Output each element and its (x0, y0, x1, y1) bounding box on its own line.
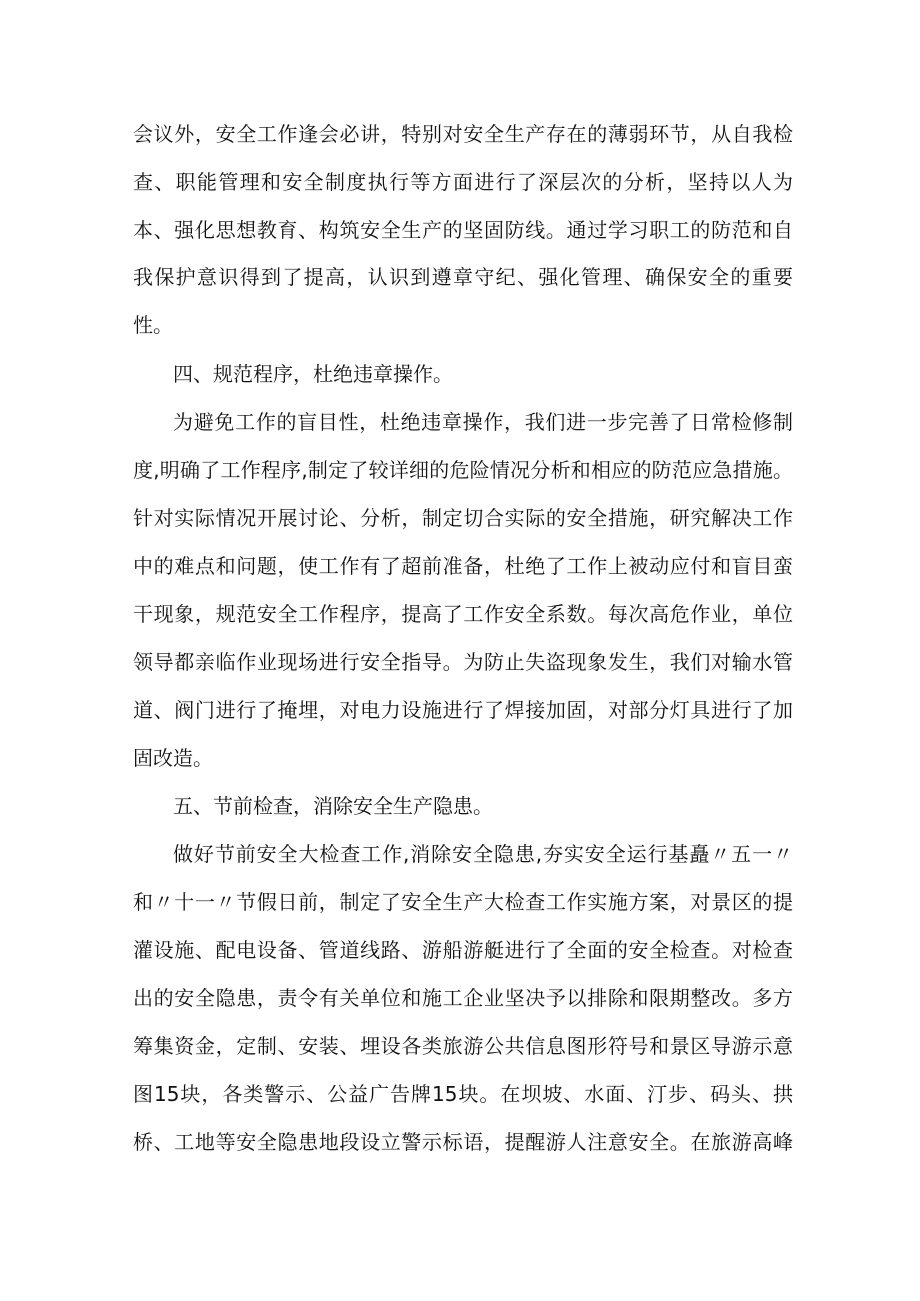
paragraph-line: 干现象，规范安全工作程序，提高了工作安全系数。每次高危作业，单位 (133, 602, 793, 626)
paragraph-line: 出的安全隐患，责令有关单位和施工企业坚决予以排除和限期整改。多方 (133, 986, 793, 1010)
paragraph-line: 灌设施、配电设备、管道线路、游船游艇进行了全面的安全检查。对检查 (133, 938, 793, 962)
paragraph-line: 针对实际情况开展讨论、分析，制定切合实际的安全措施，研究解决工作 (133, 506, 793, 530)
section-heading: 五、节前检查，消除安全生产隐患。 (173, 794, 493, 818)
paragraph-line: 道、阀门进行了掩埋，对电力设施进行了焊接加固，对部分灯具进行了加 (133, 698, 793, 722)
paragraph-line: 中的难点和问题，使工作有了超前准备，杜绝了工作上被动应付和盲目蛮 (133, 554, 793, 578)
paragraph-line: 查、职能管理和安全制度执行等方面进行了深层次的分析，坚持以人为 (133, 170, 793, 194)
paragraph-line: 做好节前安全大检查工作,消除安全隐患,夯实安全运行基矗〃五一〃 (173, 842, 793, 866)
paragraph-line: 桥、工地等安全隐患地段设立警示标语，提醒游人注意安全。在旅游高峰 (133, 1130, 793, 1154)
section-heading: 四、规范程序，杜绝违章操作。 (173, 362, 453, 386)
paragraph-line: 图15块，各类警示、公益广告牌15块。在坝坡、水面、汀步、码头、拱 (133, 1082, 793, 1106)
paragraph-line: 本、强化思想教育、构筑安全生产的坚固防线。通过学习职工的防范和自 (133, 218, 793, 242)
paragraph-line: 领导都亲临作业现场进行安全指导。为防止失盗现象发生，我们对输水管 (133, 650, 793, 674)
paragraph-line: 我保护意识得到了提高，认识到遵章守纪、强化管理、确保安全的重要 (133, 265, 793, 289)
paragraph-line: 筹集资金，定制、安装、埋设各类旅游公共信息图形符号和景区导游示意 (133, 1034, 793, 1058)
paragraph-line: 和〃十一〃节假日前，制定了安全生产大检查工作实施方案，对景区的提 (133, 890, 793, 914)
paragraph-line: 为避免工作的盲目性，杜绝违章操作，我们进一步完善了日常检修制 (173, 410, 793, 434)
paragraph-line: 会议外，安全工作逢会必讲，特别对安全生产存在的薄弱环节，从自我检 (133, 122, 793, 146)
paragraph-line: 性。 (133, 313, 173, 337)
paragraph-line: 度,明确了工作程序,制定了较详细的危险情况分析和相应的防范应急措施。 (133, 458, 793, 482)
paragraph-line: 固改造。 (133, 746, 213, 770)
